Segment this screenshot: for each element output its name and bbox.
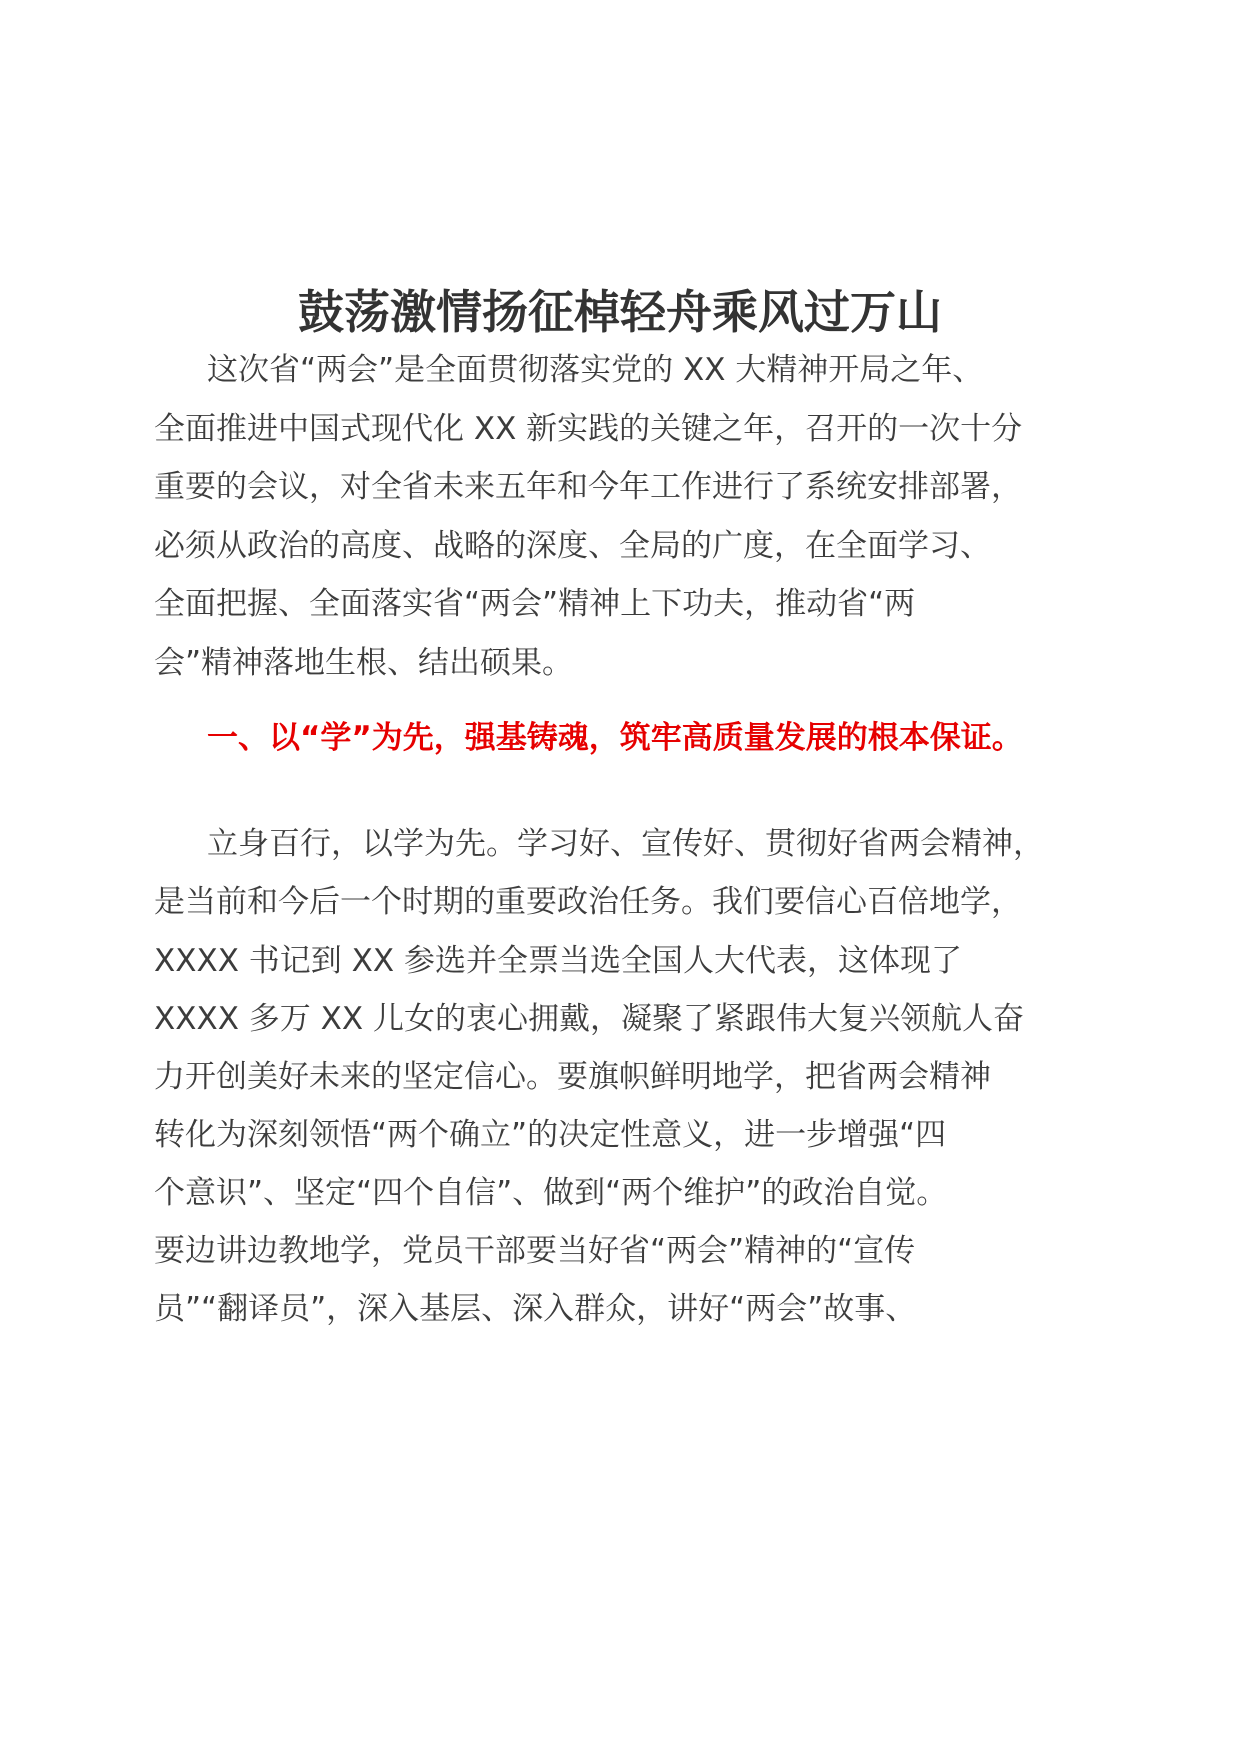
paragraph-line: 全面推进中国式现代化 XX 新实践的关键之年，召开的一次十分: [154, 411, 1023, 447]
paragraph-line: 必须从政治的高度、战略的深度、全局的广度，在全面学习、: [154, 528, 991, 564]
paragraph-line: XXXX 多万 XX 儿女的衷心拥戴，凝聚了紧跟伟大复兴领航人奋: [154, 1001, 1024, 1037]
paragraph-line: 会”精神落地生根、结出硕果。: [154, 645, 574, 681]
paragraph-line: 这次省“两会”是全面贯彻落实党的 XX 大精神开局之年、: [207, 352, 984, 388]
paragraph-line: 立身百行，以学为先。学习好、宣传好、贯彻好省两会精神，: [207, 826, 1044, 862]
paragraph-line: XXXX 书记到 XX 参选并全票当选全国人大代表，这体现了: [154, 943, 962, 979]
paragraph-line: 个意识”、坚定“四个自信”、做到“两个维护”的政治自觉。: [154, 1175, 948, 1211]
paragraph-line: 重要的会议，对全省未来五年和今年工作进行了系统安排部署，: [154, 469, 1022, 505]
paragraph-line: 转化为深刻领悟“两个确立”的决定性意义，进一步增强“四: [154, 1117, 947, 1153]
section-heading: 一、以“学”为先，强基铸魂，筑牢高质量发展的根本保证。: [207, 720, 1023, 756]
document-title: 鼓荡激情扬征棹轻舟乘风过万山: [298, 285, 942, 339]
paragraph-line: 员”“翻译员”，深入基层、深入群众，讲好“两会”故事、: [154, 1291, 917, 1327]
paragraph-line: 全面把握、全面落实省“两会”精神上下功夫，推动省“两: [154, 586, 916, 622]
paragraph-line: 要边讲边教地学，党员干部要当好省“两会”精神的“宣传: [154, 1233, 916, 1269]
paragraph-line: 力开创美好未来的坚定信心。要旗帜鲜明地学，把省两会精神: [154, 1059, 991, 1095]
paragraph-line: 是当前和今后一个时期的重要政治任务。我们要信心百倍地学，: [154, 884, 1022, 920]
